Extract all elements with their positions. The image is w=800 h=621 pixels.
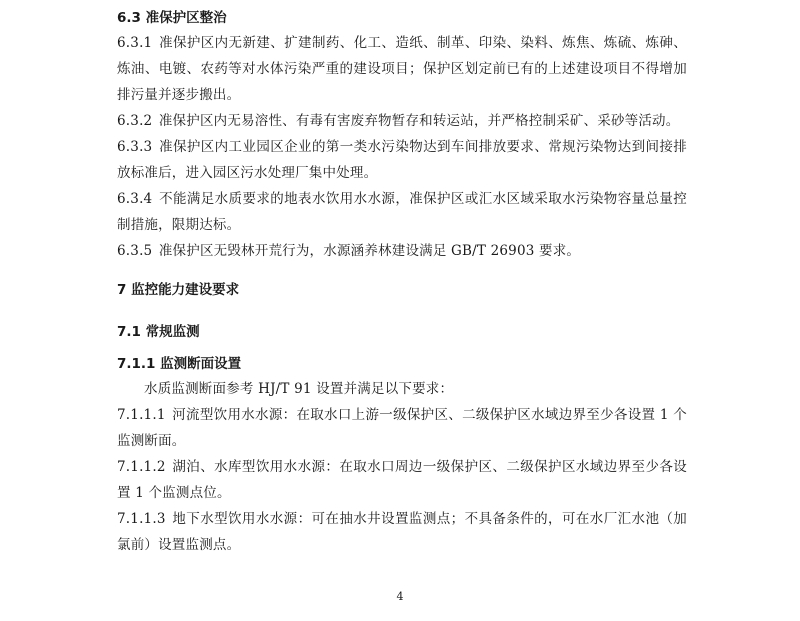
clause-text: 湖泊、水库型饮用水水源：在取水口周边一级保护区、二级保护区水域边界至少各设置 1 个监测点位。 (117, 459, 687, 501)
clause-text: 河流型饮用水水源：在取水口上游一级保护区、二级保护区水域边界至少各设置 1 个监测断面。 (117, 407, 687, 449)
clause-6-3-3 (117, 134, 687, 186)
section-7-heading: 7 监控能力建设要求 (117, 282, 240, 298)
clause-number: 6.3.1 (117, 35, 153, 51)
clause-text: 准保护区无毁林开荒行为，水源涵养林建设满足 GB/T 26903 要求。 (158, 243, 581, 259)
section-7-1-1-heading: 7.1.1 监测断面设置 (117, 356, 242, 372)
document-page (117, 6, 687, 558)
clause-number: 6.3.3 (117, 139, 153, 155)
clause-number: 7.1.1.3 (117, 511, 166, 527)
clause-text: 地下水型饮用水水源：可在抽水井设置监测点；不具备条件的，可在水厂汇水池（加氯前）设置监测点。 (117, 511, 687, 553)
clause-6-3-2 (117, 108, 687, 134)
clause-number: 7.1.1.1 (117, 407, 166, 423)
clause-6-3-5 (117, 238, 687, 264)
clause-7-1-1-1 (117, 402, 687, 454)
clause-text: 准保护区内无易溶性、有毒有害废弃物暂存和转运站，并严格控制采矿、采砂等活动。 (158, 113, 680, 129)
page-number: 4 (396, 590, 404, 603)
clause-7-1-1-2 (117, 454, 687, 506)
section-6-3-heading: 6.3 准保护区整治 (117, 10, 227, 26)
section-7-1-heading: 7.1 常规监测 (117, 324, 200, 340)
clause-6-3-4 (117, 186, 687, 238)
section-7-1-1-intro: 水质监测断面参考 HJ/T 91 设置并满足以下要求： (144, 381, 454, 397)
clause-6-3-1 (117, 30, 687, 108)
clause-number: 6.3.4 (117, 191, 153, 207)
clause-number: 6.3.5 (117, 243, 153, 259)
clause-number: 7.1.1.2 (117, 459, 166, 475)
clause-text: 准保护区内工业园区企业的第一类水污染物达到车间排放要求、常规污染物达到间接排放标准后，进入园区污水处理厂集中处理。 (117, 139, 687, 181)
clause-text: 不能满足水质要求的地表水饮用水水源，准保护区或汇水区域采取水污染物容量总量控制措施，限期达标。 (117, 191, 687, 233)
clause-text: 准保护区内无新建、扩建制药、化工、造纸、制革、印染、染料、炼焦、炼硫、炼砷、炼油、电镀、农药等对水体污染严重的建设项目；保护区划定前已有的上述建设项目不得增加排污量并逐步搬出。 (117, 35, 687, 103)
clause-7-1-1-3 (117, 506, 687, 558)
clause-number: 6.3.2 (117, 113, 153, 129)
